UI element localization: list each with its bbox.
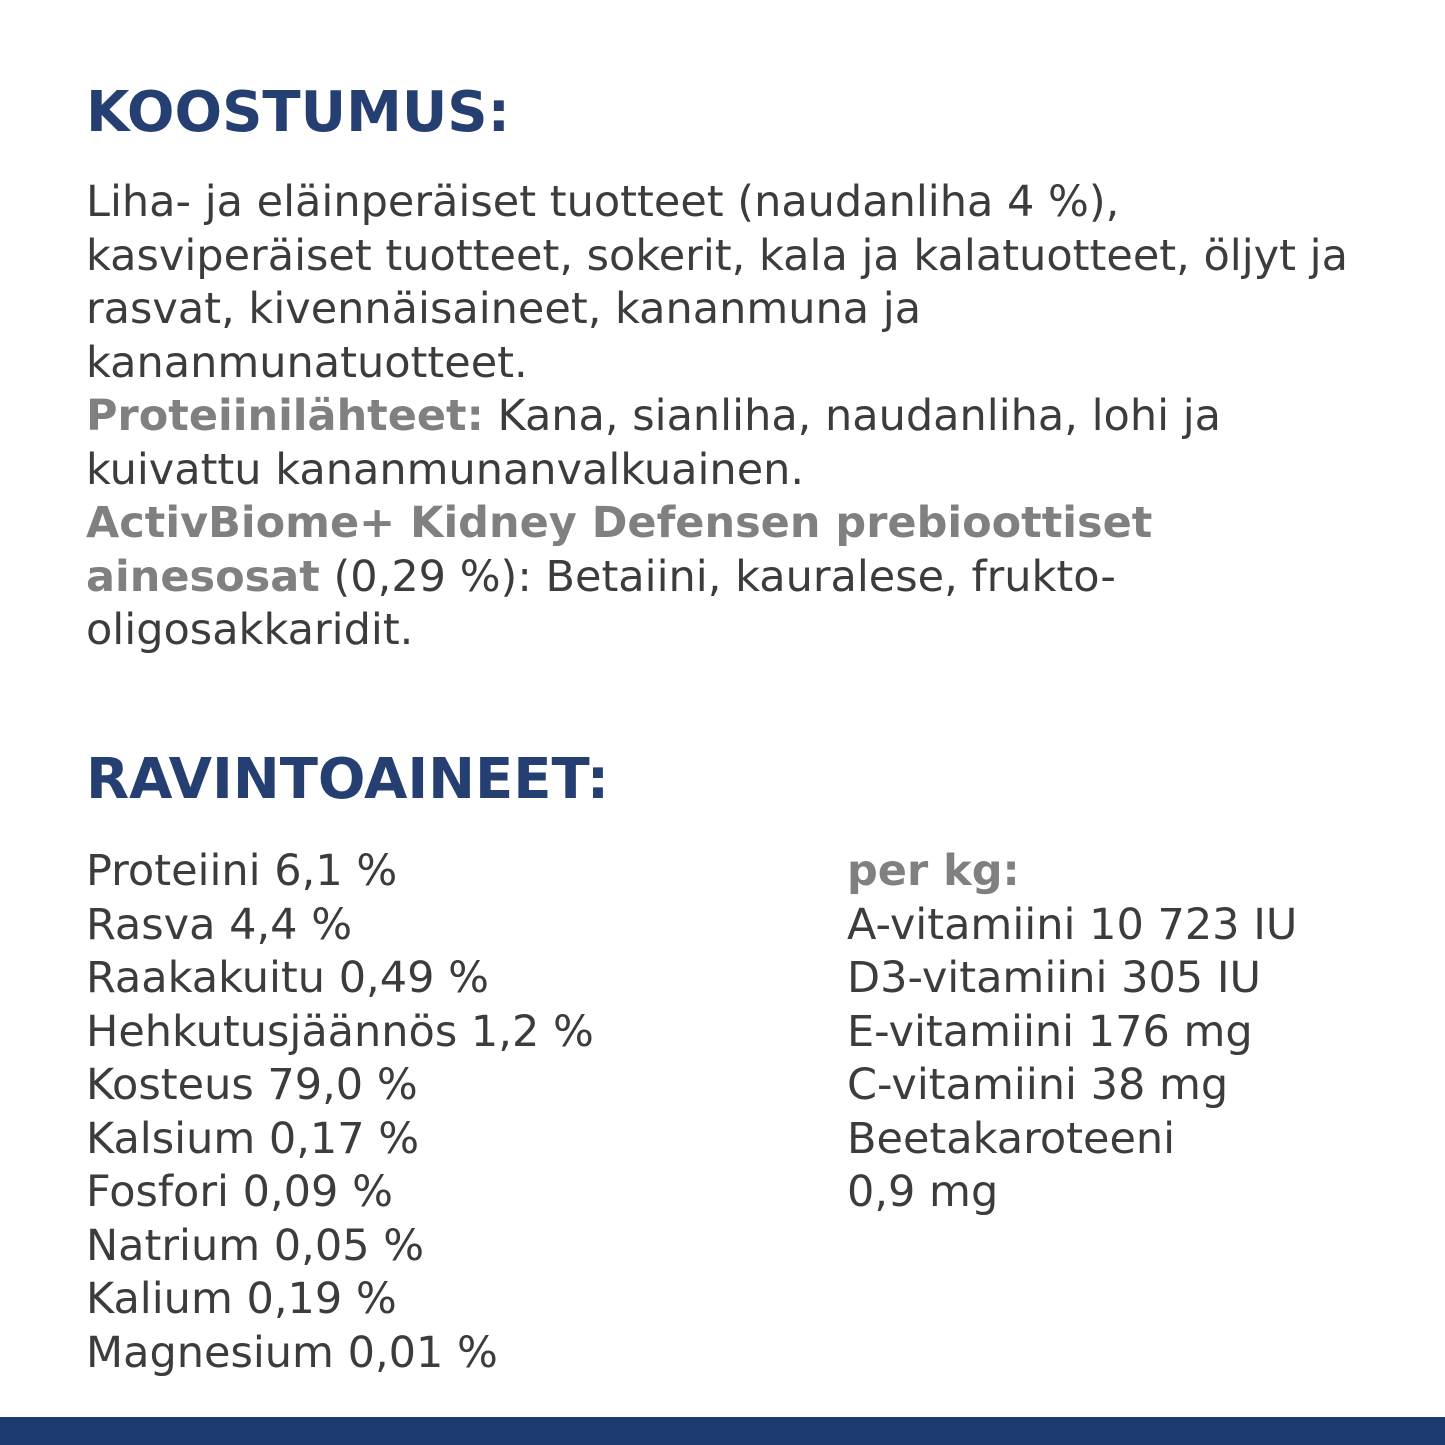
per-kg-label: per kg:: [847, 846, 1020, 896]
vitamin-item: E-vitamiini 176 mg: [847, 1006, 1253, 1057]
vitamin-item: 0,9 mg: [847, 1167, 999, 1217]
nutrient-item: Rasva 4,4 %: [86, 899, 353, 950]
analytical-constituents-list: [86, 845, 806, 1380]
per-kg-list: [847, 845, 1407, 1220]
nutrient-item: Kalsium 0,17 %: [86, 1113, 420, 1164]
ingredients-text: Liha- ja eläinperäiset tuotteet (naudanliha 4 %), kasviperäiset tuotteet, sokerit, kala ja kalatuotteet, öljyt ja rasvat, kivennäisaineet, kananmuna ja kananmunatuotteet.: [86, 177, 1348, 388]
nutrients-heading: RAVINTOAINEET:: [86, 747, 610, 812]
nutrient-item: Natrium 0,05 %: [86, 1220, 425, 1271]
nutrient-item: Fosfori 0,09 %: [86, 1167, 393, 1217]
protein-sources-label: Proteiinilähteet:: [86, 391, 484, 441]
protein-sources: [86, 390, 1366, 497]
bottom-brand-bar: [0, 1417, 1445, 1445]
vitamin-item: C-vitamiini 38 mg: [847, 1060, 1229, 1110]
prebiotics-text: (0,29 %): Betaiini, kauralese, frukto-oligosakkaridit.: [86, 551, 1116, 655]
nutrient-item: Kalium 0,19 %: [86, 1274, 397, 1324]
nutrient-item: Hehkutusjäännös 1,2 %: [86, 1006, 594, 1057]
vitamin-item: A-vitamiini 10 723 IU: [847, 899, 1298, 950]
nutrient-item: Raakakuitu 0,49 %: [86, 953, 489, 1003]
nutrient-item: Kosteus 79,0 %: [86, 1060, 418, 1110]
nutrient-item: Magnesium 0,01 %: [86, 1327, 498, 1378]
nutrient-item: Proteiini 6,1 %: [86, 846, 398, 896]
protein-sources-text: Kana, sianliha, naudanliha, lohi ja kuivattu kananmunanvalkuainen.: [86, 391, 1222, 495]
vitamin-item: D3-vitamiini 305 IU: [847, 953, 1261, 1003]
prebiotics-label: ActivBiome+ Kidney Defensen prebioottiset ainesosat: [86, 498, 1153, 602]
composition-heading: KOOSTUMUS:: [86, 80, 511, 145]
composition-section: [86, 176, 1366, 658]
vitamin-item: Beetakaroteeni: [847, 1113, 1176, 1164]
prebiotics: [86, 497, 1366, 658]
